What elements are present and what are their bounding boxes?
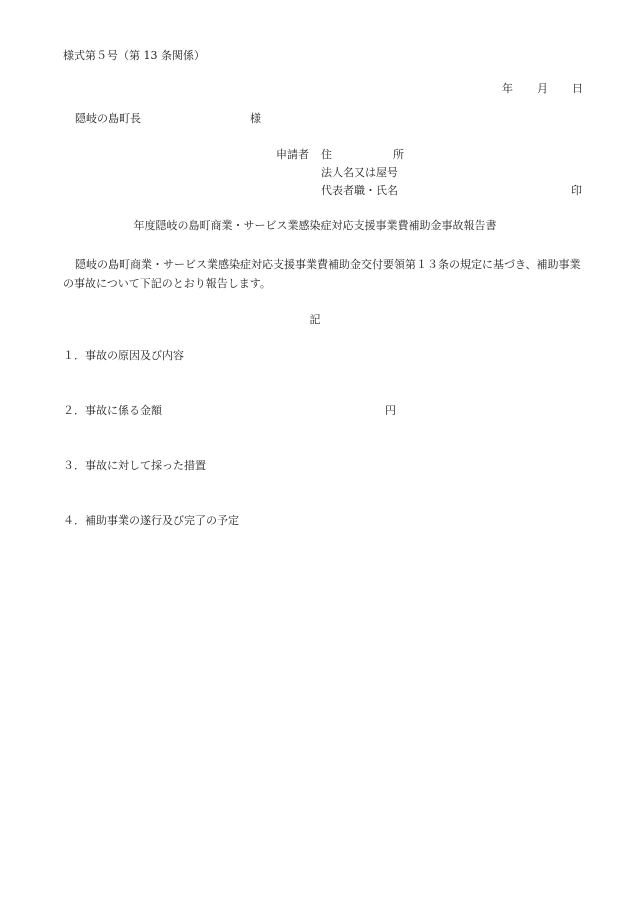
yen-unit: 円 — [385, 404, 396, 417]
body-paragraph: 隠岐の島町商業・サービス業感染症対応支援事業費補助金交付要領第１３条の規定に基づき、補助事業の事故について下記のとおり報告します。 — [63, 258, 581, 290]
item-accident-amount: ２．事故に係る金額 — [63, 404, 162, 417]
addressee-honorific: 様 — [250, 112, 261, 125]
address-label-part2: 所 — [393, 148, 404, 161]
document-title: 年度隠岐の島町商業・サービス業感染症対応支援事業費補助金事故報告書 — [133, 219, 497, 232]
applicant-label: 申請者 — [276, 148, 309, 161]
item-measures-taken: ３．事故に対して採った措置 — [63, 459, 206, 472]
item-cause-and-details: １．事故の原因及び内容 — [63, 349, 184, 362]
representative-label: 代表者職・氏名 — [321, 184, 398, 197]
date-day-label: 日 — [572, 82, 583, 95]
address-label-part1: 住 — [321, 148, 332, 161]
seal-mark: 印 — [571, 184, 582, 197]
corp-name-label: 法人名又は屋号 — [321, 166, 398, 179]
form-number: 様式第５号（第 13 条関係） — [63, 49, 205, 62]
date-month-label: 月 — [537, 82, 548, 95]
addressee-name: 隠岐の島町長 — [75, 112, 141, 125]
date-year-label: 年 — [502, 82, 513, 95]
ki-heading: 記 — [309, 313, 321, 326]
item-completion-schedule: ４．補助事業の遂行及び完了の予定 — [63, 514, 239, 527]
